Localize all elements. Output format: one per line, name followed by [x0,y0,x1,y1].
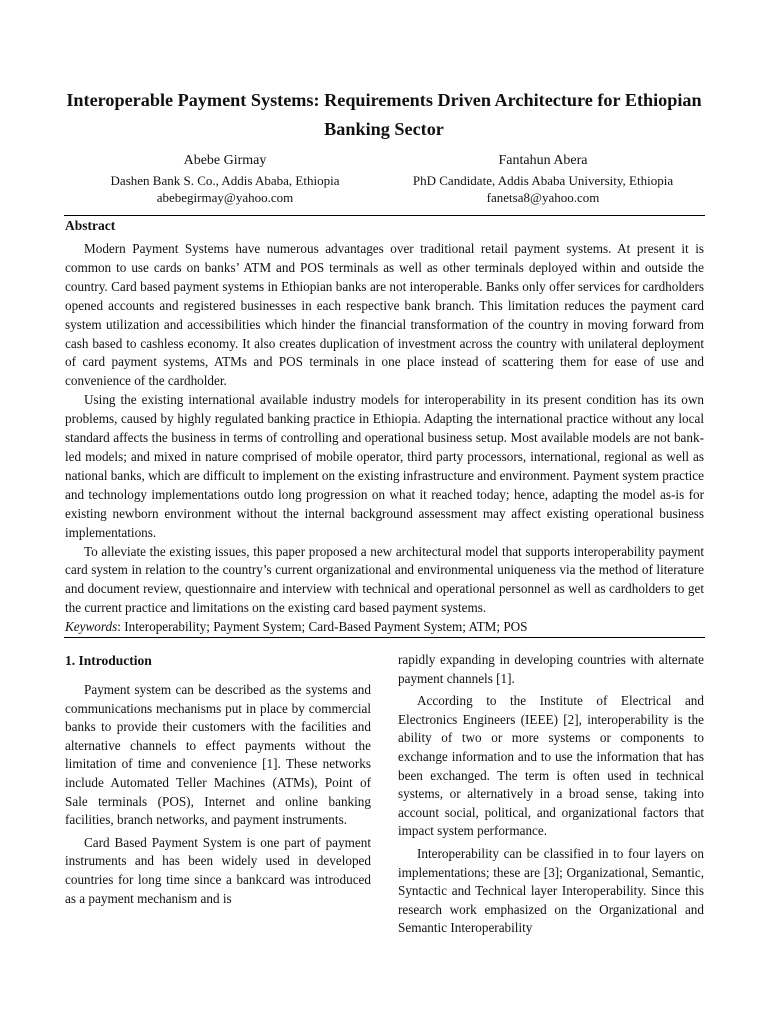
author-name: Abebe Girmay [183,153,267,168]
section-heading: 1. Introduction [65,653,152,668]
left-column [65,651,371,912]
author-email: fanetsa8@yahoo.com [486,190,600,205]
abstract-paragraph: To alleviate the existing issues, this paper proposed a new architectural model that supports interoperability payment card system in relation to the country’s current organizational and environmental uniqueness via the method of literature and document review, questionnaire and interview with technical and operational personnel as well as cardholders to get the current practice and limitations on the existing card based payment systems. [65,543,704,616]
paper-title: Interoperable Payment Systems: Requirements Driven Architecture for Ethiopian Banking Sector [66,90,702,139]
author-block-2 [393,151,693,206]
keywords-line [65,618,704,637]
keywords-label: Keywords [65,619,118,635]
author-name: Fantahun Abera [498,153,588,168]
author-affiliation: Dashen Bank S. Co., Addis Ababa, Ethiopia [110,173,340,188]
author-block-1 [75,151,375,206]
body-paragraph: Interoperability can be classified in to four layers on implementations; these are [3]; Organizational, Semantic, Syntactic and Technical layer Interoperability. Since this research work emphasized on the Organizational and Semantic Interoperability [398,845,704,936]
abstract-heading: Abstract [65,218,116,233]
author-affiliation: PhD Candidate, Addis Ababa University, Ethiopia [412,173,674,188]
right-column [398,651,704,942]
abstract-paragraph: Modern Payment Systems have numerous advantages over traditional retail payment systems. At present it is common to use cards on banks’ ATM and POS terminals as well as other terminals deployed within and outside the country. Card based payment systems in Ethiopian banks are not interoperable. Banks only offer services for cardholders opened accounts and registered businesses in each respective bank branch. This limitation reduces the payment card system utilization and accessibilities which hinder the financial transformation of the country in moving forward from cash based to cashless economy. It also creates duplication of investment across the country with unilateral deployment of card payment systems, ATMs and POS terminals in one place instead of scattering them for ease of use and convenience of the cardholder. [65,241,704,389]
author-email: abebegirmay@yahoo.com [156,190,294,205]
body-paragraph: According to the Institute of Electrical and Electronics Engineers (IEEE) [2], interoperability is the ability of two or more systems or components to exchange information and to use the information that has been exchanged. The term is often used in technical systems, or alternatively in a broad sense, taking into account social, political, and organizational factors that impact system performance. [398,693,704,839]
abstract-body [65,240,704,637]
top-divider [64,215,705,216]
abstract-paragraph: Using the existing international available industry models for interoperability in its present condition has its own problems, caused by highly regulated banking practice in Ethiopia. Adapting the international practice without any local standard affects the business in terms of controlling and operational business setup. Most available models are not bank-led models; and mixed in nature comprised of mobile operator, third party processors, international, regional as well as national banks, which are difficult to implement on the existing infrastructure and environment. Payment system practice and technology implementations outdo long progression on what it reached today; hence, adapting the model as-is for existing newborn environment without the internal background assessment may affect existing operational business implementations. [65,392,704,540]
body-paragraph-continuation: rapidly expanding in developing countries with alternate payment channels [1]. [398,652,704,686]
keywords-text: : Interoperability; Payment System; Card-Based Payment System; ATM; POS [117,619,528,635]
body-paragraph: Payment system can be described as the systems and communications mechanisms put in place by commercial banks to provide their customers with the facilities and alternative channels to effect payments without the limitation of time and convenience [1]. These networks include Automated Teller Machines (ATMs), Point of Sale terminals (POS), Internet and online banking facilities, branch networks, and payment instruments. [65,682,371,828]
bottom-divider [64,637,705,638]
body-paragraph: Card Based Payment System is one part of payment instruments and has been widely used in developed countries for long time since a bankcard was introduced as a payment mechanism and is [65,834,371,906]
